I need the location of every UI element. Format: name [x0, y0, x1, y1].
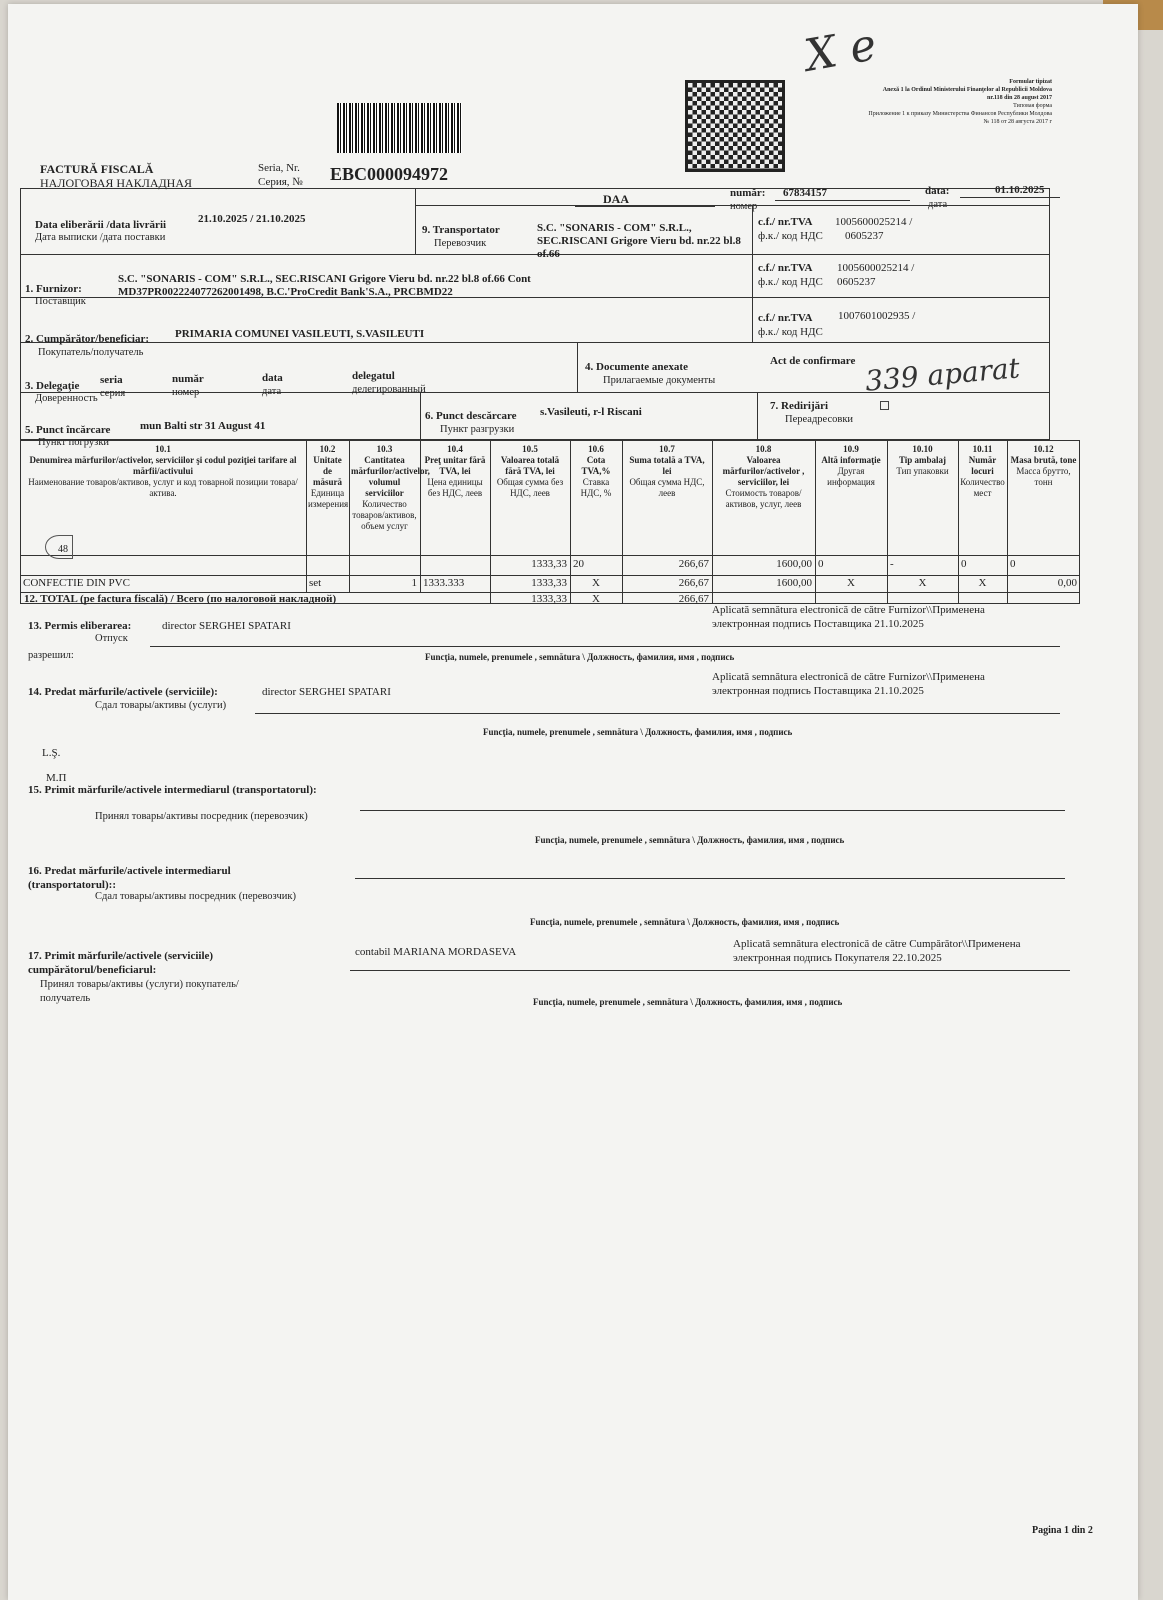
column-header-n: 10.8	[755, 444, 772, 454]
table-cell: 266,67	[678, 577, 709, 589]
column-header-ro: Suma totală a TVA, lei	[629, 455, 705, 476]
furnizor-line1: S.C. "SONARIS - COM" S.R.L., SEC.RISCANI Grigore Vieru bd. nr.22 bl.8 of.66 Cont	[118, 273, 531, 285]
s16-label-ru: Сдал товары/активы посредник (перевозчик)	[95, 891, 296, 902]
table-cell: 266,67	[678, 593, 709, 605]
table-cell: X	[592, 593, 600, 605]
table-cell: 0,00	[1057, 577, 1077, 589]
table-row-divider	[20, 575, 1080, 576]
table-cell: 266,67	[678, 558, 709, 570]
incarcare-value: mun Balti str 31 August 41	[140, 420, 266, 432]
s16-label: 16. Predat mărfurile/activele intermediarul (transportatorul)::	[28, 865, 231, 891]
table-cell: 1	[411, 577, 417, 589]
furnizor-label-ru: Поставщик	[35, 296, 86, 307]
handwritten-note: 339 aparat	[863, 351, 1022, 398]
furnizor-cf: 1005600025214 /	[837, 262, 915, 274]
column-header	[714, 444, 813, 510]
transportator-cf: 1005600025214 /	[835, 216, 913, 228]
form-note-line: Приложение 1 к приказу Министерства Финансов Республики Молдова	[868, 111, 1052, 117]
column-header-ro: Cota TVA,%	[581, 455, 611, 476]
column-header-n: 10.9	[843, 444, 859, 454]
tva-label: ф.к./ код НДС	[758, 276, 823, 288]
cumparator-value: PRIMARIA COMUNEI VASILEUTI, S.VASILEUTI	[175, 328, 425, 340]
cf-label: c.f./ nr.TVA	[758, 312, 813, 324]
cumparator-cf: 1007601002935 /	[838, 310, 916, 322]
column-header-ro: Preţ unitar fără TVA, lei	[424, 455, 486, 476]
descarcare-label-ru: Пункт разгрузки	[440, 424, 515, 435]
table-col-divider	[1007, 440, 1008, 604]
s13-label: 13. Permis eliberarea:	[28, 620, 132, 632]
column-header-n: 10.1	[155, 444, 171, 454]
doc-title-ro: FACTURĂ FISCALĂ	[40, 162, 154, 176]
series-label-ru: Серия, №	[258, 176, 303, 188]
table-cell: 1600,00	[776, 558, 812, 570]
table-cell: 0	[1010, 558, 1016, 570]
table-cell: 0	[818, 558, 824, 570]
cf-label: c.f./ nr.TVA	[758, 262, 813, 274]
table-cell: 0	[961, 558, 967, 570]
column-header-ro: Masa brută, tone	[1010, 455, 1077, 465]
form-note-line: № 118 от 28 августа 2017 г	[983, 119, 1052, 125]
s17-label: 17. Primit mărfurile/activele (serviciile) cumpărătorul/beneficiarul:	[28, 950, 214, 976]
table-col-divider	[306, 440, 307, 592]
delegatie-numar-ru: номер	[172, 387, 200, 398]
delegatie-data-ru: дата	[262, 386, 282, 397]
descarcare-value: s.Vasileuti, r-l Riscani	[540, 406, 642, 418]
documente-label-ru: Прилагаемые документы	[603, 375, 716, 386]
form-note-line: Formular tipizat	[1009, 79, 1052, 85]
column-header	[960, 444, 1005, 499]
table-cell: 1333.333	[423, 577, 465, 589]
dates-label: Data eliberării /data livrării	[35, 219, 167, 231]
s14-label: 14. Predat mărfurile/activele (serviciile):	[28, 686, 218, 698]
column-header-n: 10.4	[447, 444, 463, 454]
form-note	[800, 78, 1052, 126]
column-header	[492, 444, 568, 499]
cf-label: c.f./ nr.TVA	[758, 216, 813, 228]
delegatie-label: 3. Delegaţie	[25, 380, 80, 392]
incarcare-label: 5. Punct încărcare	[25, 424, 111, 436]
form-note-line: Типовая форма	[1013, 103, 1052, 109]
furnizor-line2: MD37PR002224077262001498, B.C.'ProCredit Bank'S.A., PRCBMD22	[118, 286, 453, 298]
s15-label: 15. Primit mărfurile/activele intermediarul (transportatorul):	[28, 784, 317, 796]
table-col-divider	[622, 440, 623, 604]
tva-label: ф.к./ код НДС	[758, 326, 823, 338]
redirijari-checkbox[interactable]	[880, 401, 889, 410]
s13-label-ru: Отпуск	[95, 633, 128, 644]
table-cell: 1333,33	[531, 558, 567, 570]
daa-data: 01.10.2025	[995, 184, 1045, 196]
table-cell: X	[978, 577, 987, 589]
s17-label-ru: Принял товары/активы (услуги) покупатель/получатель	[40, 979, 239, 1004]
ls-mark: L.Ş.	[42, 747, 61, 759]
daa-numar-label-ru: номер	[730, 201, 758, 212]
column-header-ru: Количество мест	[960, 477, 1005, 498]
delegatie-seria-ru: серия	[100, 388, 126, 399]
table-cell: CONFECTIE DIN PVC	[23, 577, 130, 589]
series-label-ro: Seria, Nr.	[258, 162, 300, 174]
column-header-n: 10.7	[659, 444, 675, 454]
column-header-ro: Valoarea mărfurilor/activelor , serviciilor, lei	[722, 455, 805, 487]
column-header	[572, 444, 620, 499]
table-cell: X	[847, 577, 855, 589]
daa-type: DAA	[603, 192, 629, 206]
table-cell: 20	[573, 558, 584, 570]
stamp-mark: 48	[45, 535, 73, 559]
s15-label-ru: Принял товары/активы посредник (перевозчик)	[95, 811, 308, 822]
table-col-divider	[349, 440, 350, 592]
column-header-ro: Denumirea mărfurilor/activelor, serviciilor şi codul poziţiei tarifare al mărfii/activului	[29, 455, 297, 476]
column-header-ru: Масса брутто, тонн	[1016, 466, 1071, 487]
redirijari-label: 7. Redirijări	[770, 400, 829, 412]
column-header	[22, 444, 304, 499]
column-header-ru: Количество товаров/активов, объем услуг	[352, 499, 417, 531]
transportator-label: 9. Transportator	[422, 224, 500, 236]
daa-numar: 67834157	[783, 187, 827, 199]
cumparator-label: 2. Cumpărător/beneficiar:	[25, 333, 150, 345]
column-header-ro: Număr locuri	[968, 455, 997, 476]
table-row-divider	[20, 555, 1080, 556]
column-header-ro: Cantitatea mărfurilor/activelor, volumul serviciilor	[351, 455, 430, 498]
column-header	[1009, 444, 1078, 488]
column-header-ru: Другая информация	[827, 466, 875, 487]
column-header-ru: Цена единицы без НДС, леев	[427, 477, 483, 498]
column-header-n: 10.3	[376, 444, 393, 454]
column-header-n: 10.2	[319, 444, 336, 454]
s14-label-ru: Сдал товары/активы (услуги)	[95, 700, 227, 711]
daa-data-label-ru: дата	[928, 199, 948, 210]
s13-value: director SERGHEI SPATARI	[162, 620, 291, 632]
column-header-ru: Наименование товаров/активов, услуг и код товарной позиции товара/актива.	[28, 477, 298, 498]
s17-esign: Aplicată semnătura electronică de către Cumpărător\\Применена электронная подпись Покупателя 22.10.2025	[733, 938, 1021, 964]
form-note-line: Anexă 1 la Ordinul Ministerului Finanţelor al Republicii Moldova	[882, 87, 1052, 93]
handwritten-mark: X e	[801, 19, 881, 82]
delegatie-delegat: delegatul	[352, 370, 395, 382]
documente-value: Act de confirmare	[770, 355, 856, 367]
s13-esign: Aplicată semnătura electronică de către Furnizor\\Применена электронная подпись Поставщика 21.10.2025	[712, 604, 985, 630]
qr-code	[685, 80, 785, 172]
column-header	[624, 444, 710, 499]
column-header-ru: Общая сумма без НДС, леев	[496, 477, 564, 498]
delegatie-numar: număr	[172, 373, 204, 385]
table-col-divider	[490, 592, 491, 604]
transportator-value: S.C. "SONARIS - COM" S.R.L., SEC.RISCANI Grigore Vieru bd. nr.22 bl.8 of.66	[537, 222, 741, 260]
signature-caption: Funcţia, numele, prenumele , semnătura \ Должность, фамилия, имя , подпись	[425, 652, 735, 662]
delegatie-seria: seria	[100, 374, 123, 386]
s17-value: contabil MARIANA MORDASEVA	[355, 946, 517, 958]
column-header-ro: Altă informaţie	[821, 455, 881, 465]
table-cell: 1600,00	[776, 577, 812, 589]
column-header-n: 10.11	[972, 444, 993, 454]
signature-caption: Funcţia, numele, prenumele , semnătura \ Должность, фамилия, имя , подпись	[533, 997, 843, 1007]
tva-label: ф.к./ код НДС	[758, 230, 823, 242]
table-col-divider	[490, 440, 491, 592]
column-header	[308, 444, 347, 510]
cumparator-label-ru: Покупатель/получатель	[38, 347, 144, 358]
doc-title-ru: НАЛОГОВАЯ НАКЛАДНАЯ	[40, 176, 193, 190]
daa-numar-label: număr:	[730, 187, 766, 199]
transportator-tva: 0605237	[845, 230, 884, 242]
barcode	[337, 103, 462, 153]
s14-value: director SERGHEI SPATARI	[262, 686, 391, 698]
column-header-n: 10.12	[1033, 444, 1054, 454]
table-cell: set	[309, 577, 322, 589]
s14-esign: Aplicată semnătura electronică de către Furnizor\\Применена электронная подпись Поставщика 21.10.2025	[712, 671, 985, 697]
column-header-ru: Общая сумма НДС, леев	[629, 477, 705, 498]
column-header	[889, 444, 956, 477]
table-cell: -	[890, 558, 894, 570]
column-header-ro: Unitate de măsură	[313, 455, 342, 487]
delegatie-label-ru: Доверенность	[35, 393, 98, 404]
table-cell: X	[592, 577, 600, 589]
column-header	[817, 444, 885, 488]
signature-caption: Funcţia, numele, prenumele , semnătura \ Должность, фамилия, имя , подпись	[535, 835, 845, 845]
s13-label-ru2: разрешил:	[28, 650, 74, 661]
column-header	[351, 444, 430, 532]
signature-caption: Funcţia, numele, prenumele , semnătura \ Должность, фамилия, имя , подпись	[483, 727, 793, 737]
column-header-ru: Единица измерения	[308, 488, 349, 509]
total-label: 12. TOTAL (pe factura fiscală) / Всего (по налоговой накладной)	[24, 593, 337, 605]
column-header-ru: Тип упаковки	[896, 466, 949, 476]
table-cell: 1333,33	[531, 593, 567, 605]
column-header-n: 10.10	[912, 444, 933, 454]
column-header-n: 10.5	[522, 444, 538, 454]
mp-mark: М.П	[46, 772, 67, 784]
descarcare-label: 6. Punct descărcare	[425, 410, 517, 422]
transportator-label-ru: Перевозчик	[434, 238, 487, 249]
series-number: EBC000094972	[330, 164, 449, 184]
column-header-ro: Tip ambalaj	[898, 455, 947, 465]
form-note-line: nr.118 din 28 august 2017	[987, 95, 1052, 101]
table-cell: X	[918, 577, 927, 589]
column-header	[422, 444, 488, 499]
table-col-divider	[712, 440, 713, 604]
documente-label: 4. Documente anexate	[585, 361, 688, 373]
column-header-ro: Valoarea totală fără TVA, lei	[500, 455, 560, 476]
daa-data-label: data:	[925, 185, 950, 197]
delegatie-data: data	[262, 372, 283, 384]
dates-label-ru: Дата выписки /дата поставки	[35, 232, 166, 243]
furnizor-label: 1. Furnizor:	[25, 283, 82, 295]
page-number: Pagina 1 din 2	[1032, 1525, 1093, 1536]
column-header-ru: Стоимость товаров/активов, услуг, леев	[725, 488, 802, 509]
signature-caption: Funcţia, numele, prenumele , semnătura \ Должность, фамилия, имя , подпись	[530, 917, 840, 927]
incarcare-label-ru: Пункт погрузки	[38, 437, 110, 448]
redirijari-label-ru: Переадресовки	[785, 414, 854, 425]
table-col-divider	[420, 440, 421, 592]
column-header-n: 10.6	[588, 444, 604, 454]
table-cell: 1333,33	[531, 577, 567, 589]
dates-value: 21.10.2025 / 21.10.2025	[198, 213, 306, 225]
furnizor-tva: 0605237	[837, 276, 876, 288]
delegatie-delegat-ru: делегированный	[352, 384, 426, 395]
column-header-ru: Ставка НДС, %	[580, 477, 612, 498]
